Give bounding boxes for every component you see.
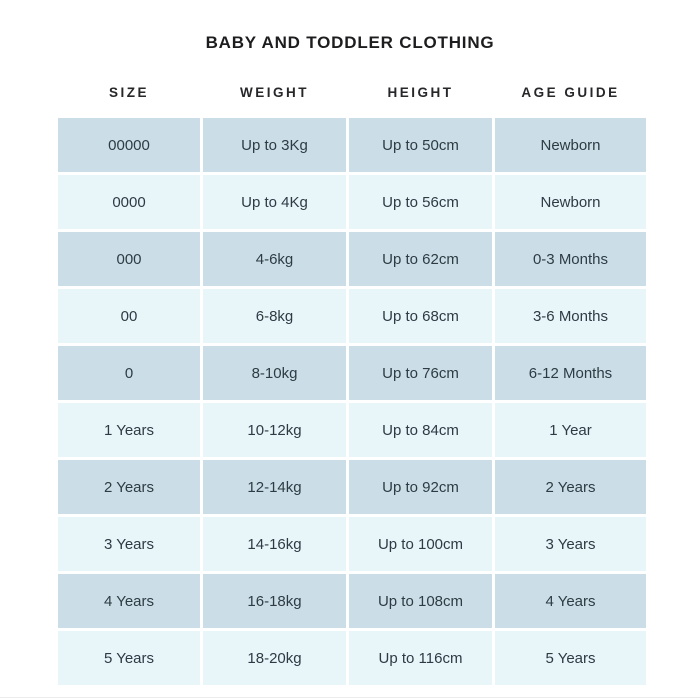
table-cell: 000 — [58, 232, 200, 286]
column-header-height: HEIGHT — [349, 70, 492, 115]
column-header-size: SIZE — [58, 70, 200, 115]
table-cell: Newborn — [495, 118, 646, 172]
table-cell: Up to 3Kg — [203, 118, 346, 172]
table-cell: Up to 62cm — [349, 232, 492, 286]
table-cell: Up to 92cm — [349, 460, 492, 514]
table-cell: 4-6kg — [203, 232, 346, 286]
table-cell: Up to 56cm — [349, 175, 492, 229]
table-cell: Up to 84cm — [349, 403, 492, 457]
table-cell: Up to 108cm — [349, 574, 492, 628]
table-cell: 4 Years — [495, 574, 646, 628]
table-cell: 18-20kg — [203, 631, 346, 685]
table-cell: 3 Years — [58, 517, 200, 571]
column-header-age-guide: AGE GUIDE — [495, 70, 646, 115]
size-guide-table — [58, 70, 646, 685]
column-header-weight: WEIGHT — [203, 70, 346, 115]
table-cell: 16-18kg — [203, 574, 346, 628]
table-cell: 3 Years — [495, 517, 646, 571]
table-cell: 0 — [58, 346, 200, 400]
table-cell: 14-16kg — [203, 517, 346, 571]
table-cell: 2 Years — [58, 460, 200, 514]
table-cell: 10-12kg — [203, 403, 346, 457]
table-cell: 5 Years — [58, 631, 200, 685]
table-cell: 0-3 Months — [495, 232, 646, 286]
table-cell: 1 Year — [495, 403, 646, 457]
table-cell: 6-8kg — [203, 289, 346, 343]
page-title: BABY AND TODDLER CLOTHING — [205, 33, 495, 53]
table-cell: 1 Years — [58, 403, 200, 457]
table-cell: 00 — [58, 289, 200, 343]
table-cell: 6-12 Months — [495, 346, 646, 400]
table-cell: 3-6 Months — [495, 289, 646, 343]
table-cell: 12-14kg — [203, 460, 346, 514]
table-cell: 5 Years — [495, 631, 646, 685]
table-cell: 2 Years — [495, 460, 646, 514]
table-cell: Up to 76cm — [349, 346, 492, 400]
table-cell: Up to 50cm — [349, 118, 492, 172]
table-cell: Up to 100cm — [349, 517, 492, 571]
table-cell: 8-10kg — [203, 346, 346, 400]
table-cell: Up to 116cm — [349, 631, 492, 685]
table-cell: Up to 68cm — [349, 289, 492, 343]
table-cell: 00000 — [58, 118, 200, 172]
table-cell: 4 Years — [58, 574, 200, 628]
bottom-divider — [0, 697, 700, 698]
table-cell: 0000 — [58, 175, 200, 229]
table-cell: Up to 4Kg — [203, 175, 346, 229]
table-cell: Newborn — [495, 175, 646, 229]
